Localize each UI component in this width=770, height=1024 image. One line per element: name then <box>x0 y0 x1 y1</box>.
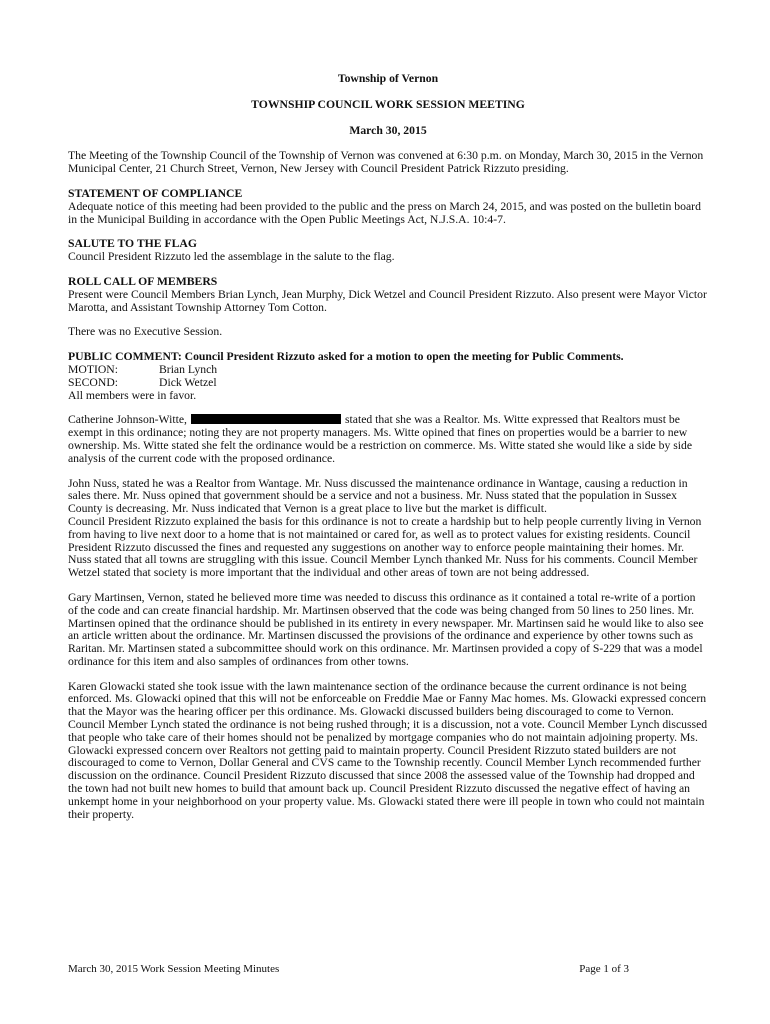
compliance-heading: STATEMENT OF COMPLIANCE <box>68 186 243 200</box>
witte-name: Catherine Johnson-Witte, <box>68 413 187 427</box>
compliance-section <box>68 188 708 226</box>
vote-result: All members were in favor. <box>68 388 197 402</box>
public-comment-heading: PUBLIC COMMENT: Council President Rizzuto asked for a motion to open the meeting for Public Comments. <box>68 350 624 364</box>
meeting-title: TOWNSHIP COUNCIL WORK SESSION MEETING <box>251 97 525 111</box>
footer-doc-title: March 30, 2015 Work Session Meeting Minutes <box>68 963 280 975</box>
rizzuto-response: Council President Rizzuto explained the basis for this ordinance is not to create a hardship but to help people currently living in Vernon from having to live next door to a home that is not maintained or cared for, as well as to protect values for existing residents. Council President Rizzuto discussed the fines and requested any suggestions on another way to enforce people maintaining their homes. Mr. Nuss stated that all towns are struggling with this issue. Council Member Lynch thanked Mr. Nuss for his comments. Council Member Wetzel stated that society is more important that the individual and other areas of town are not being addressed. <box>68 514 702 580</box>
public-comment-section <box>68 351 708 402</box>
flag-section <box>68 238 708 264</box>
nuss-comment: John Nuss, stated he was a Realtor from Wantage. Mr. Nuss discussed the maintenance ordinance in Wantage, causing a reduction in sales there. Mr. Nuss opined that government should be a service and not a business. Mr. Nuss stated that the population in Sussex County is decreasing. Mr. Nuss indicated that Vernon is a great place to live but the market is difficult. <box>68 476 688 516</box>
minutes-content <box>68 73 708 833</box>
flag-body: Council President Rizzuto led the assemblage in the salute to the flag. <box>68 250 395 264</box>
roll-call-body: Present were Council Members Brian Lynch, Jean Murphy, Dick Wetzel and Council President Rizzuto. Also present were Mayor Victor Marotta, and Assistant Township Attorney Tom Cotton. <box>68 287 707 314</box>
redaction-bar <box>191 414 341 424</box>
footer-page-number: Page 1 of 3 <box>579 963 629 975</box>
motion-label: MOTION: <box>68 362 118 376</box>
motion-row <box>68 364 708 377</box>
second-row <box>68 377 708 390</box>
executive-session-note: There was no Executive Session. <box>68 325 223 339</box>
roll-call-section <box>68 276 708 314</box>
second-value: Dick Wetzel <box>159 375 217 389</box>
meeting-date: March 30, 2015 <box>349 123 427 137</box>
flag-heading: SALUTE TO THE FLAG <box>68 237 197 251</box>
roll-call-heading: ROLL CALL OF MEMBERS <box>68 274 218 288</box>
martinsen-comment: Gary Martinsen, Vernon, stated he believed more time was needed to discuss this ordinance as it contained a total re-write of a portion of the code and can create financial hardship. Mr. Martinsen observed that the code was being changed from 50 lines to 250 lines. Mr. Martinsen opined that the ordinance should be published in its entirety in every newspaper. Mr. Martinsen said he would like to also see an article written about the ordinance. Mr. Martinsen discussed the provisions of the ordinance and experience by other towns such as Raritan. Mr. Martinsen stated a subcommittee should work on this ordinance. Mr. Martinsen provided a copy of S-229 that was a model ordinance for this item and also samples of ordinances from other towns. <box>68 590 704 668</box>
township-title: Township of Vernon <box>337 72 439 85</box>
intro-paragraph: The Meeting of the Township Council of the Township of Vernon was convened at 6:30 p.m. on Monday, March 30, 2015 in the Vernon Municipal Center, 21 Church Street, Vernon, New Jersey with Council President Patrick Rizzuto presiding. <box>68 149 704 176</box>
glowacki-comment: Karen Glowacki stated she took issue with the lawn maintenance section of the ordinance because the current ordinance is not being enforced. Ms. Glowacki opined that this will not be enforceable on Freddie Mae or Fanny Mac homes. Ms. Glowacki expressed concern that the Mayor was the hearing officer per this ordinance. Ms. Glowacki discussed builders being discouraged to come to Vernon. Council Member Lynch stated the ordinance is not being rushed through; it is a discussion, not a vote. Council Member Lynch discussed that people who take care of their homes should not be penalized by mortgage companies who do not maintain adjoining property. Ms. Glowacki expressed concern over Realtors not getting paid to maintain property. Council President Rizzuto stated builders are not discouraged to come to Vernon, Dollar General and CVS came to the Township recently. Council Member Lynch recommended further discussion on the ordinance. Council President Rizzuto discussed that since 2008 the assessed value of the Township had dropped and the town had not built new homes to build that amount back up. Council President Rizzuto discussed the negative effect of having an unkempt home in your neighborhood on your property value. Ms. Glowacki stated there were ill people in town who could not maintain their property. <box>68 679 708 821</box>
compliance-body: Adequate notice of this meeting had been provided to the public and the press on March 24, 2015, and was posted on the bulletin board in the Municipal Building in accordance with the Open Public Meetings Act, N.J.S.A. 10:4-7. <box>68 199 701 226</box>
witte-comment <box>68 414 708 465</box>
motion-value: Brian Lynch <box>159 362 218 376</box>
page-footer <box>68 963 629 975</box>
second-label: SECOND: <box>68 375 119 389</box>
witte-comment-text: stated that she was a Realtor. Ms. Witte expressed that Realtors must be exempt in this ordinance; noting they are not property managers. Ms. Witte opined that fines on properties would be a barrier to new ownership. Ms. Witte stated she felt the ordinance would be a restriction on commerce. Ms. Witte stated she would like a side by side analysis of the current code with the proposed ordinance. <box>68 413 693 465</box>
